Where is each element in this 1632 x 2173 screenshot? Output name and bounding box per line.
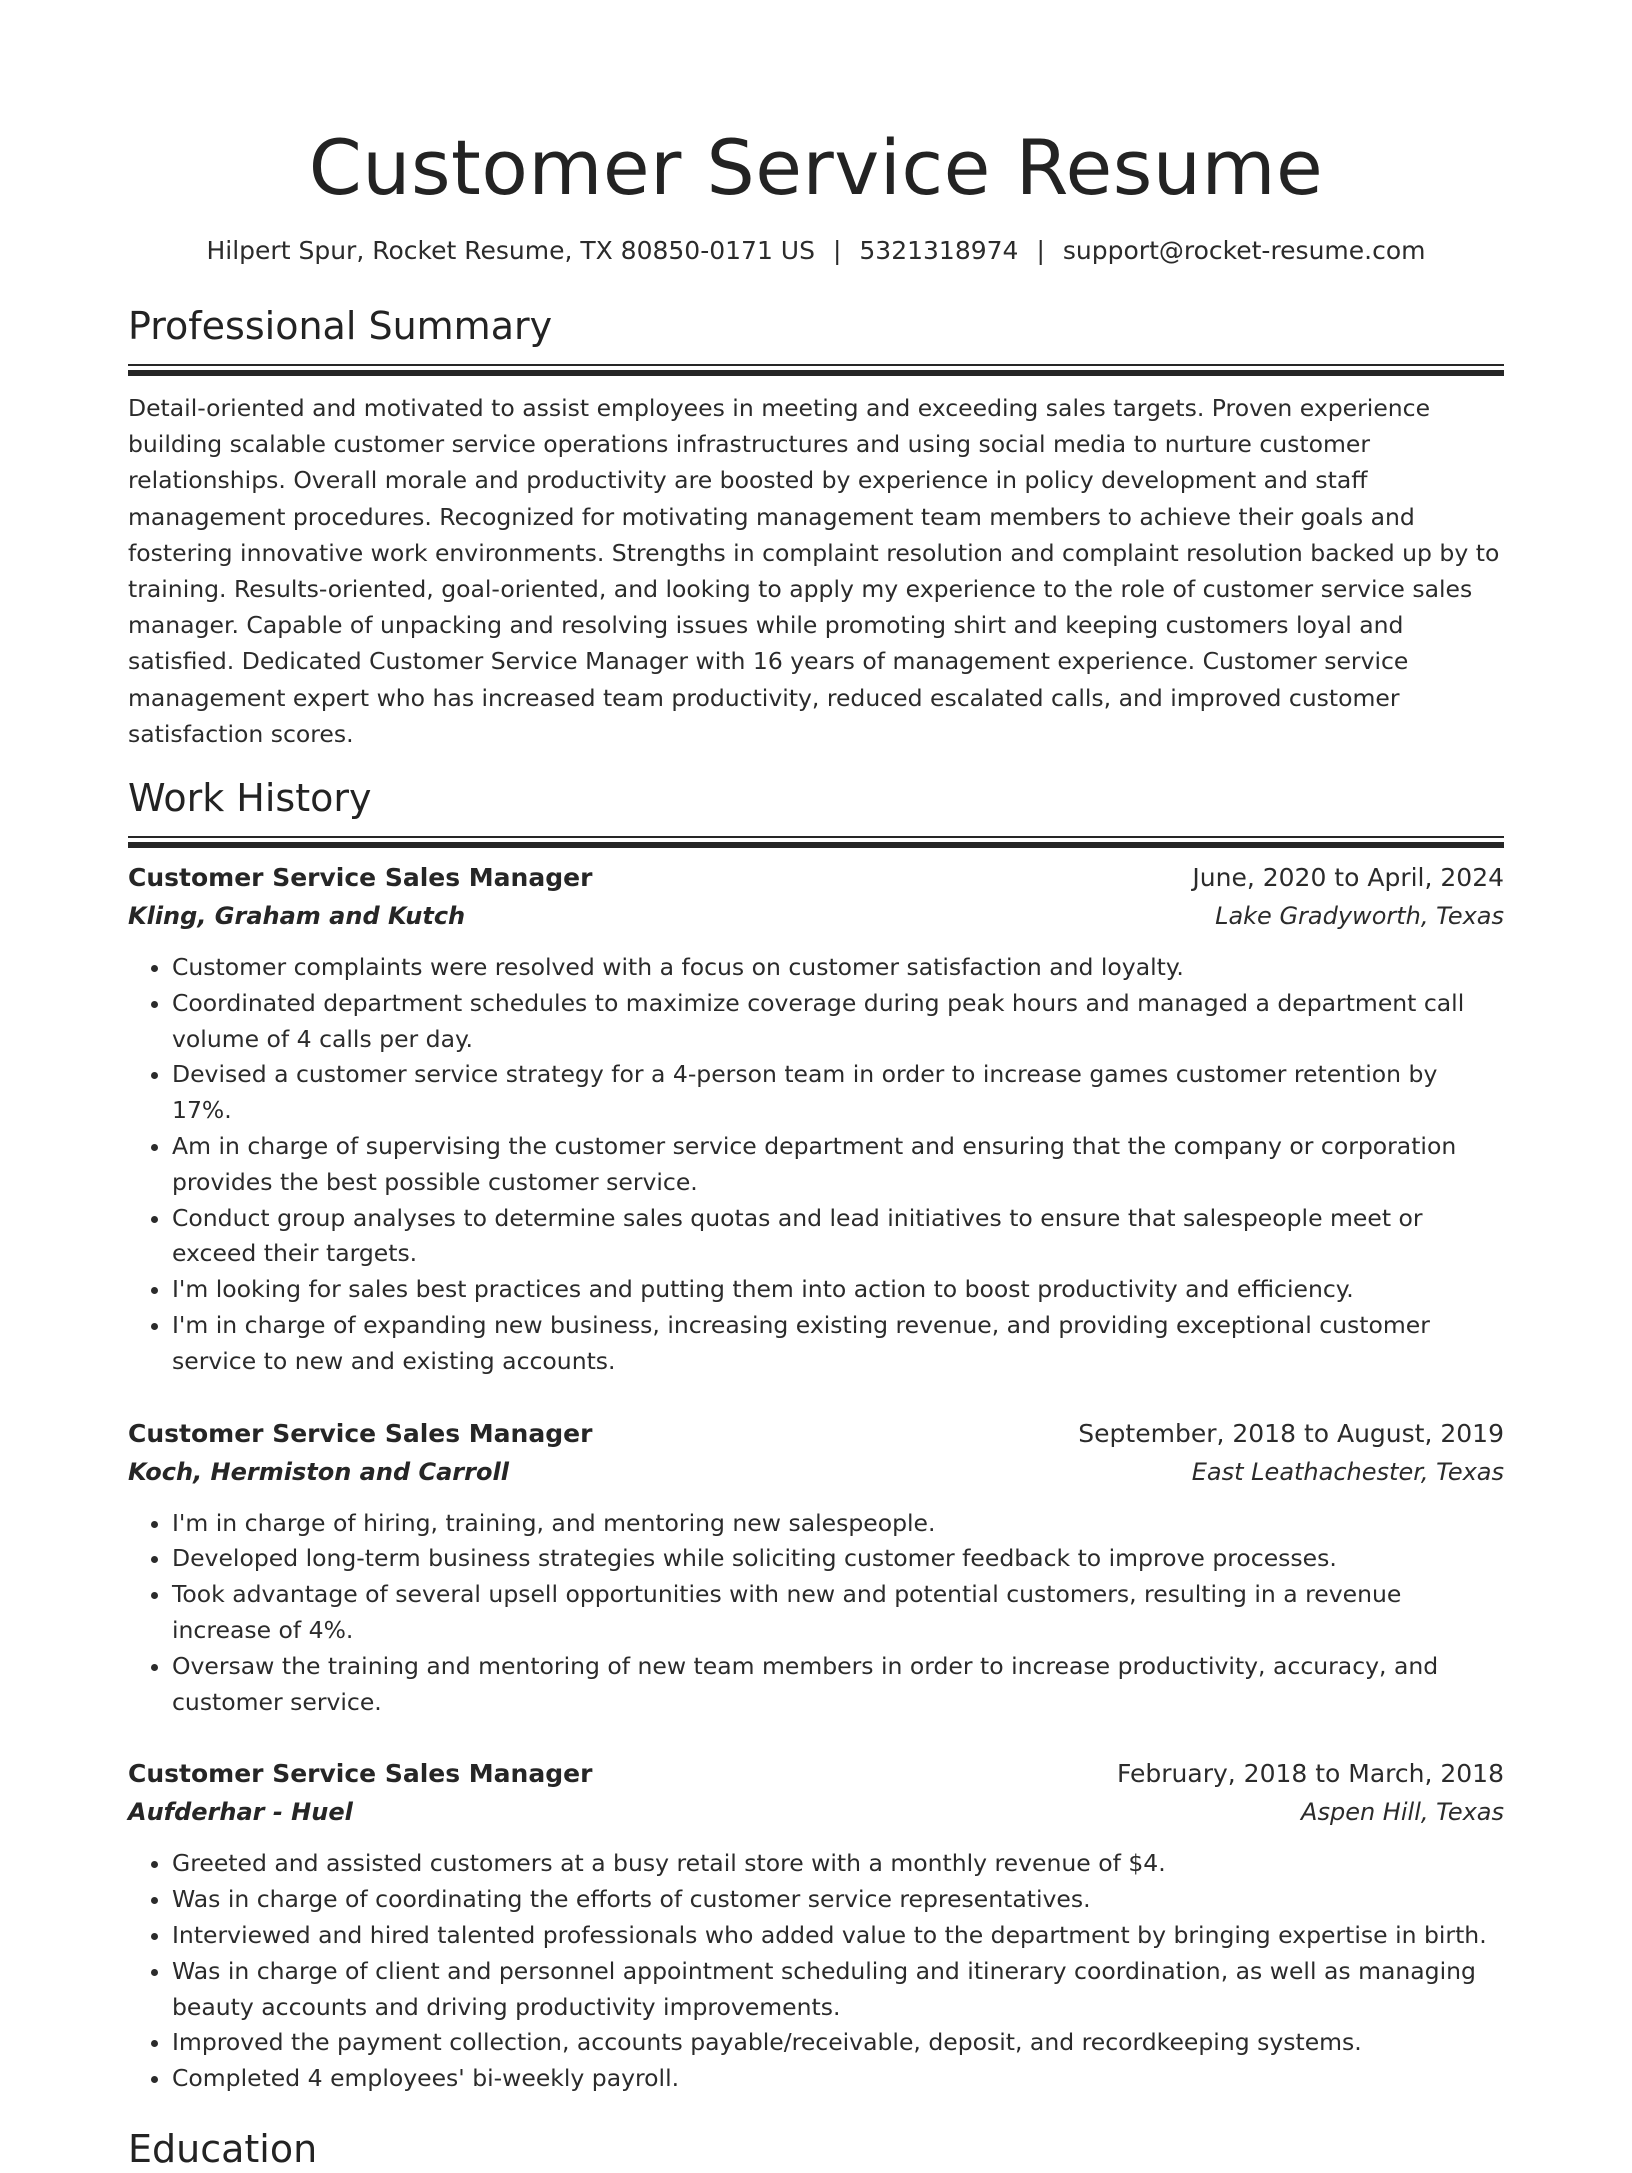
job-company-row xyxy=(128,896,1504,936)
contact-line xyxy=(128,234,1504,268)
job-entry xyxy=(128,860,1504,1380)
summary-text: Detail-oriented and motivated to assist employees in meeting and exceeding sales targets. Proven experience building scalable customer service operations infrastructures and using social media to nurture customer relationships. Overall morale and productivity are boosted by experience in policy development and staff management procedures. Recognized for motivating management team members to achieve their goals and fostering innovative work environments. Strengths in complaint resolution and complaint resolution backed up by to training. Results-oriented, goal-oriented, and looking to apply my experience to the role of customer service sales manager. Capable of unpacking and resolving issues while promoting shirt and keeping customers loyal and satisfied. Dedicated Customer Service Manager with 16 years of management experience. Customer service management expert who has increased team productivity, reduced escalated calls, and improved customer satisfaction scores. xyxy=(128,394,1500,748)
job-dates: June, 2020 to April, 2024 xyxy=(1192,863,1504,893)
job-location: East Leathachester, Texas xyxy=(1191,1457,1504,1486)
job-bullet: • Oversaw the training and mentoring of new team members in order to increase productivity, accuracy, and customer service. xyxy=(172,1649,1504,1721)
job-title: Customer Service Sales Manager xyxy=(128,1418,593,1448)
job-list xyxy=(128,860,1504,2097)
job-company: Koch, Hermiston and Carroll xyxy=(128,1457,509,1486)
job-bullet: • Completed 4 employees' bi-weekly payroll. xyxy=(172,2061,1504,2097)
resume-title: Customer Service Resume xyxy=(308,123,1324,212)
professional-summary-section xyxy=(128,302,1504,752)
job-bullet: • Conduct group analyses to determine sales quotas and lead initiatives to ensure that salespeople meet or exceed their targets. xyxy=(172,1201,1504,1273)
job-bullet: • Coordinated department schedules to maximize coverage during peak hours and managed a department call volume of 4 calls per day. xyxy=(172,986,1504,1058)
job-header-row xyxy=(128,1756,1504,1792)
contact-email: support@rocket-resume.com xyxy=(1062,236,1426,265)
job-bullet: • Am in charge of supervising the customer service department and ensuring that the company or corporation provides the best possible customer service. xyxy=(172,1129,1504,1201)
job-bullet-list xyxy=(128,1846,1504,2097)
section-heading-education: Education xyxy=(128,2126,318,2171)
job-bullet: • I'm looking for sales best practices and putting them into action to boost productivity and efficiency. xyxy=(172,1272,1504,1308)
section-divider xyxy=(128,836,1504,846)
job-company-row xyxy=(128,1792,1504,1832)
job-entry xyxy=(128,1756,1504,2097)
contact-address: Hilpert Spur, Rocket Resume, TX 80850-0171 US xyxy=(206,236,815,265)
contact-phone: 5321318974 xyxy=(859,236,1019,265)
work-history-section xyxy=(128,774,1504,2097)
job-bullet: • I'm in charge of expanding new business, increasing existing revenue, and providing exceptional customer service to new and existing accounts. xyxy=(172,1308,1504,1380)
job-bullet: • Greeted and assisted customers at a busy retail store with a monthly revenue of $4. xyxy=(172,1846,1504,1882)
section-heading-work: Work History xyxy=(128,776,372,821)
education-section xyxy=(128,2125,1504,2173)
job-dates: September, 2018 to August, 2019 xyxy=(1078,1418,1504,1448)
job-bullet: • Took advantage of several upsell opportunities with new and potential customers, resulting in a revenue increase of 4%. xyxy=(172,1577,1504,1649)
job-bullet: • Interviewed and hired talented professionals who added value to the department by bringing expertise in birth. xyxy=(172,1918,1504,1954)
job-dates: February, 2018 to March, 2018 xyxy=(1116,1759,1504,1789)
job-company: Kling, Graham and Kutch xyxy=(128,902,466,931)
job-location: Lake Gradyworth, Texas xyxy=(1215,902,1504,931)
contact-separator: | xyxy=(832,236,842,265)
job-bullet: • Improved the payment collection, accounts payable/receivable, deposit, and recordkeeping systems. xyxy=(172,2025,1504,2061)
resume-page xyxy=(128,0,1504,2173)
job-entry xyxy=(128,1416,1504,1721)
job-header-row xyxy=(128,1416,1504,1452)
contact-separator: | xyxy=(1036,236,1045,265)
job-bullet-list xyxy=(128,950,1504,1380)
job-bullet: • Customer complaints were resolved with a focus on customer satisfaction and loyalty. xyxy=(172,950,1504,986)
job-title: Customer Service Sales Manager xyxy=(128,863,593,893)
job-location: Aspen Hill, Texas xyxy=(1301,1798,1504,1827)
job-title: Customer Service Sales Manager xyxy=(128,1759,593,1789)
section-divider xyxy=(128,364,1504,374)
section-heading-summary: Professional Summary xyxy=(128,304,553,348)
job-bullet: • Developed long-term business strategies while soliciting customer feedback to improve processes. xyxy=(172,1541,1504,1577)
job-bullet: • I'm in charge of hiring, training, and mentoring new salespeople. xyxy=(172,1506,1504,1542)
job-bullet: • Was in charge of coordinating the efforts of customer service representatives. xyxy=(172,1882,1504,1918)
job-bullet: • Devised a customer service strategy for a 4-person team in order to increase games customer retention by 17%. xyxy=(172,1057,1504,1129)
job-bullet-list xyxy=(128,1506,1504,1721)
job-company-row xyxy=(128,1452,1504,1492)
job-company: Aufderhar - Huel xyxy=(128,1798,353,1827)
job-bullet: • Was in charge of client and personnel appointment scheduling and itinerary coordination, as well as managing beauty accounts and driving productivity improvements. xyxy=(172,1954,1504,2026)
job-header-row xyxy=(128,860,1504,896)
